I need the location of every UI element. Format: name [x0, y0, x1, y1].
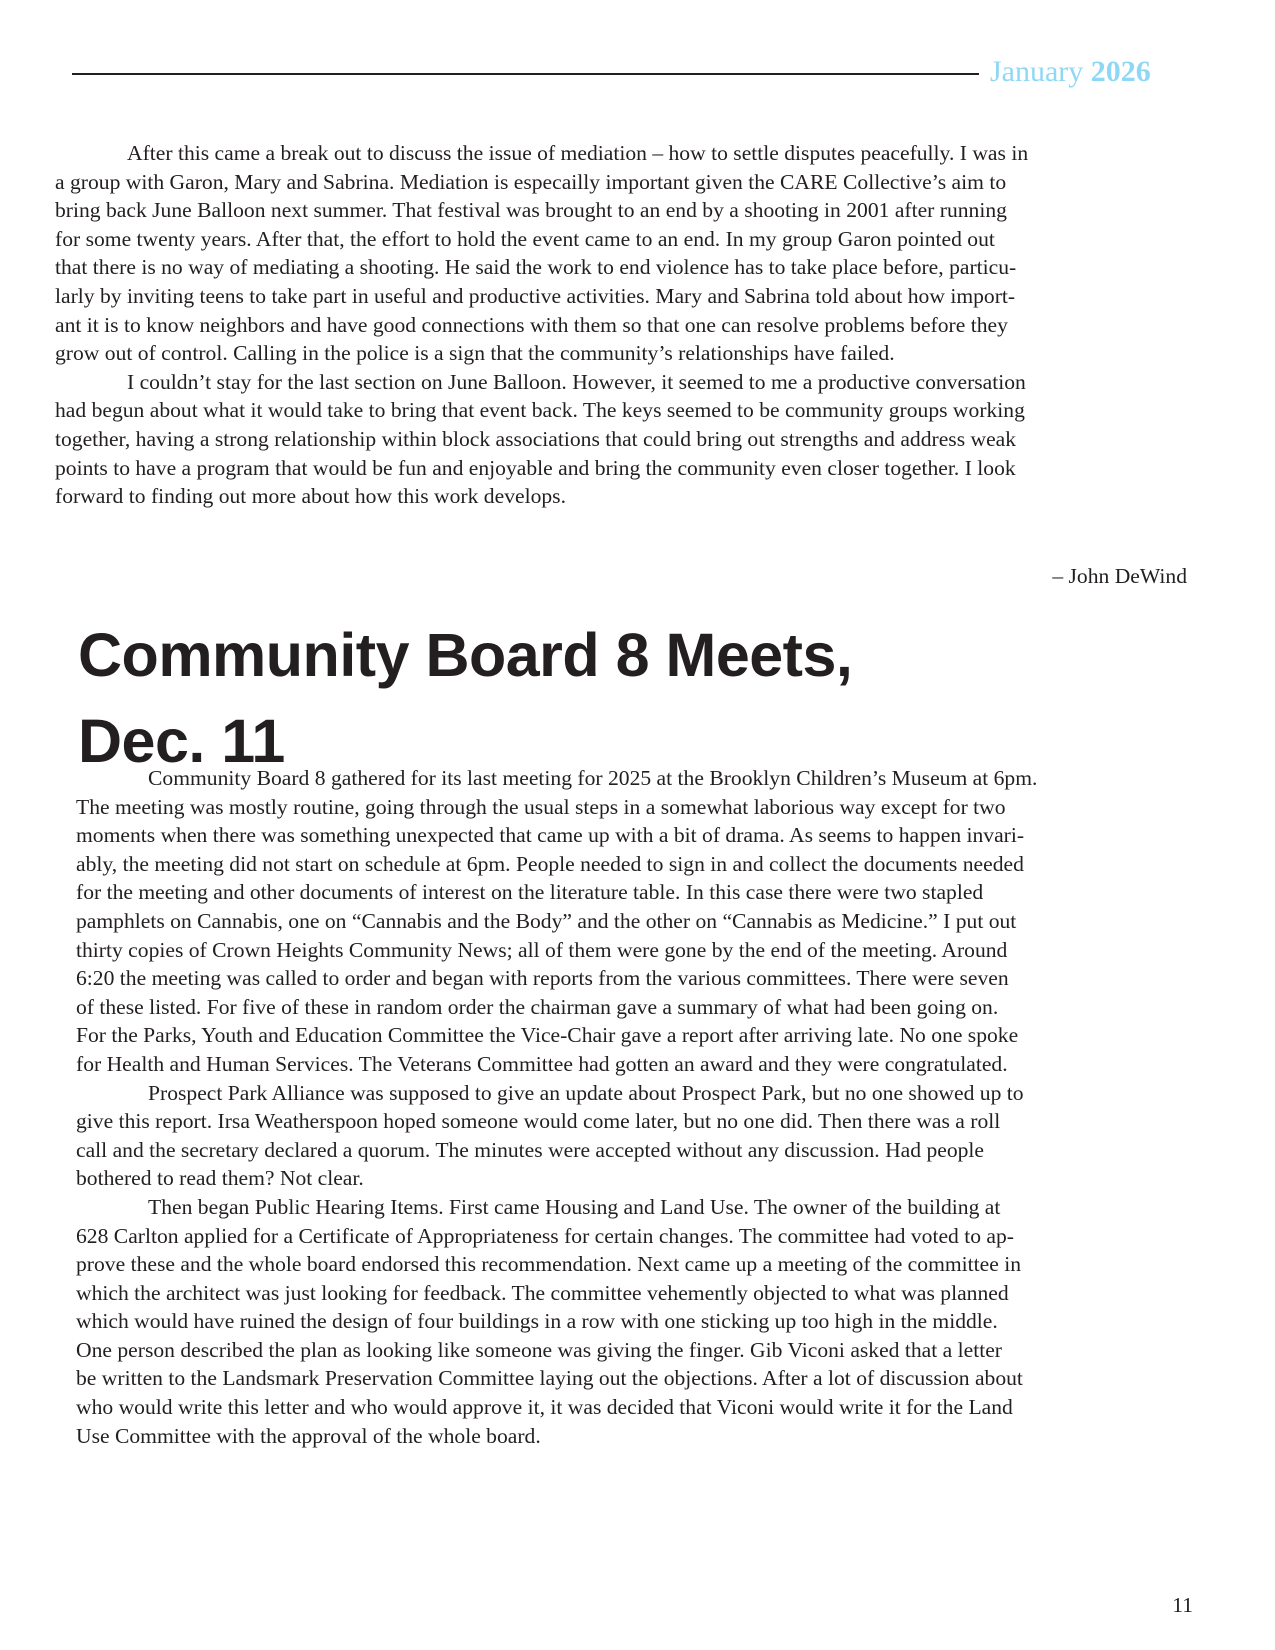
- headline-line-2: Dec. 11: [78, 707, 285, 775]
- text-line: which the architect was just looking for feedback. The committee vehemently objected to what was planned: [76, 1280, 1009, 1305]
- issue-month: January: [990, 55, 1084, 88]
- paragraph: [76, 764, 1037, 1079]
- text-line: be written to the Landsmark Preservation Committee laying out the objections. After a lot of discussion about: [76, 1366, 1023, 1391]
- article-cb8-body: [76, 764, 1037, 1450]
- text-line: for Health and Human Services. The Veterans Committee had gotten an award and they were congratulated.: [76, 1051, 1008, 1076]
- page-number: 11: [1172, 1593, 1193, 1617]
- text-line: larly by inviting teens to take part in useful and productive activities. Mary and Sabrina told about how import-: [55, 283, 1016, 308]
- text-line: call and the secretary declared a quorum. The minutes were accepted without any discussion. Had people: [76, 1137, 985, 1162]
- text-line: for some twenty years. After that, the effort to hold the event came to an end. In my group Garon pointed out: [55, 226, 995, 251]
- headline-line-1: Community Board 8 Meets,: [78, 621, 853, 689]
- text-line: After this came a break out to discuss the issue of mediation – how to settle disputes peacefully. I was in: [127, 141, 1029, 165]
- text-line: Use Committee with the approval of the whole board.: [76, 1423, 541, 1448]
- text-line: had begun about what it would take to bring that event back. The keys seemed to be community groups working: [55, 398, 1025, 423]
- text-line: 6:20 the meeting was called to order and began with reports from the various committees. There were seven: [76, 966, 1009, 991]
- text-line: pamphlets on Cannabis, one on “Cannabis and the Body” and the other on “Cannabis as Medicine.” I put out: [76, 908, 1017, 933]
- text-line: moments when there was something unexpected that came up with a bit of drama. As seems to happen invari-: [76, 823, 1025, 848]
- text-line: Prospect Park Alliance was supposed to give an update about Prospect Park, but no one showed up to: [148, 1080, 1024, 1105]
- article-headline: [78, 612, 852, 784]
- paragraph: [76, 1193, 1037, 1450]
- paragraph: [55, 139, 1028, 368]
- text-line: One person described the plan as looking like someone was giving the finger. Gib Viconi asked that a letter: [76, 1337, 1002, 1362]
- text-line: forward to finding out more about how this work develops.: [55, 484, 566, 509]
- issue-year: 2026: [1090, 55, 1151, 88]
- issue-date: [990, 55, 1151, 89]
- text-line: Community Board 8 gathered for its last meeting for 2025 at the Brooklyn Children’s Museum at 6pm.: [148, 766, 1038, 790]
- text-line: 628 Carlton applied for a Certificate of Appropriateness for certain changes. The committee had voted to ap-: [76, 1223, 1014, 1248]
- paragraph: [76, 1079, 1037, 1193]
- text-line: for the meeting and other documents of interest on the literature table. In this case there were two stapled: [76, 880, 984, 905]
- text-line: thirty copies of Crown Heights Community News; all of them were gone by the end of the meeting. Around: [76, 937, 1008, 962]
- text-line: of these listed. For five of these in random order the chairman gave a summary of what had been going on.: [76, 994, 999, 1019]
- text-line: I couldn’t stay for the last section on June Balloon. However, it seemed to me a productive conversation: [127, 369, 1026, 394]
- article-mediation-body: [55, 139, 1028, 511]
- text-line: grow out of control. Calling in the police is a sign that the community’s relationships have failed.: [55, 341, 895, 366]
- text-line: For the Parks, Youth and Education Committee the Vice-Chair gave a report after arriving late. No one spoke: [76, 1023, 1019, 1048]
- text-line: give this report. Irsa Weatherspoon hoped someone would come later, but no one did. Then there was a roll: [76, 1109, 1001, 1134]
- paragraph: [55, 368, 1028, 511]
- text-line: who would write this letter and who would approve it, it was decided that Viconi would write it for the Land: [76, 1395, 1013, 1420]
- text-line: a group with Garon, Mary and Sabrina. Mediation is especailly important given the CARE Collective’s aim to: [55, 169, 1007, 194]
- text-line: bothered to read them? Not clear.: [76, 1166, 364, 1191]
- text-line: The meeting was mostly routine, going through the usual steps in a somewhat laborious way except for two: [76, 794, 1006, 819]
- text-line: prove these and the whole board endorsed this recommendation. Next came up a meeting of the committee in: [76, 1252, 1022, 1277]
- text-line: together, having a strong relationship within block associations that could bring out strengths and address weak: [55, 426, 1017, 451]
- text-line: points to have a program that would be fun and enjoyable and bring the community even closer together. I look: [55, 455, 1016, 480]
- text-line: ably, the meeting did not start on schedule at 6pm. People needed to sign in and collect the documents needed: [76, 851, 1024, 876]
- text-line: ant it is to know neighbors and have good connections with them so that one can resolve problems before they: [55, 312, 1008, 337]
- article-byline: – John DeWind: [1052, 564, 1187, 588]
- header-rule: [72, 73, 979, 75]
- text-line: bring back June Balloon next summer. That festival was brought to an end by a shooting in 2001 after running: [55, 198, 1007, 223]
- text-line: which would have ruined the design of four buildings in a row with one sticking up too high in the middle.: [76, 1309, 998, 1334]
- text-line: that there is no way of mediating a shooting. He said the work to end violence has to take place before, particu-: [55, 255, 1017, 280]
- text-line: Then began Public Hearing Items. First came Housing and Land Use. The owner of the building at: [148, 1194, 1001, 1219]
